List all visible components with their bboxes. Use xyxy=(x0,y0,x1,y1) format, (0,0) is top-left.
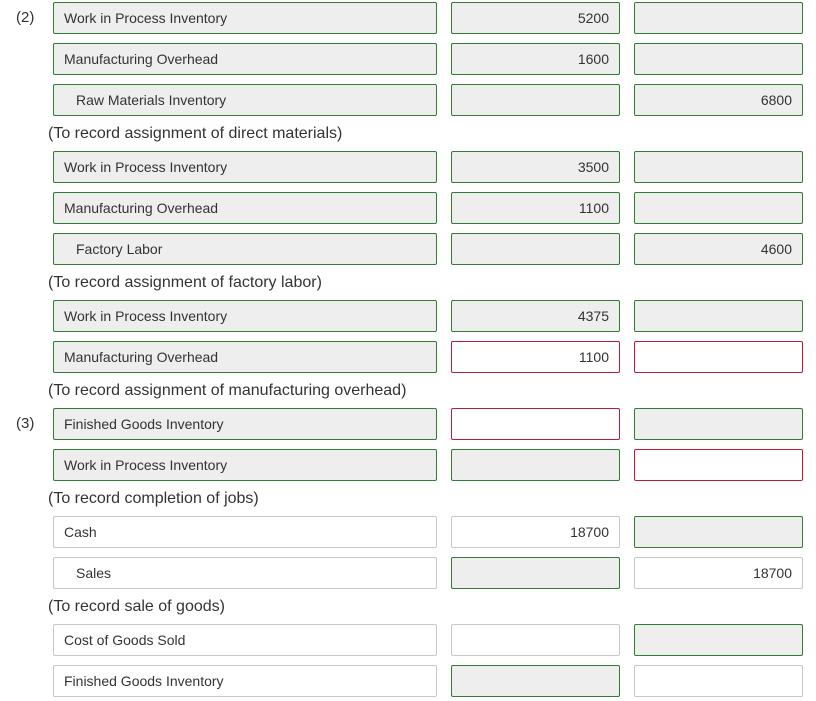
credit-field[interactable] xyxy=(634,449,803,481)
account-field[interactable]: Manufacturing Overhead xyxy=(53,192,437,224)
account-field[interactable]: Finished Goods Inventory xyxy=(53,408,437,440)
credit-field[interactable] xyxy=(634,516,803,548)
account-field[interactable]: Raw Materials Inventory xyxy=(53,84,437,116)
account-field[interactable]: Finished Goods Inventory xyxy=(53,665,437,697)
debit-field[interactable] xyxy=(451,557,620,589)
account-field[interactable]: Factory Labor xyxy=(53,233,437,265)
entry-number-3: (3) xyxy=(16,415,35,432)
credit-field[interactable] xyxy=(634,2,803,34)
entry-note: (To record completion of jobs) xyxy=(48,490,259,507)
credit-field[interactable] xyxy=(634,151,803,183)
debit-field[interactable] xyxy=(451,449,620,481)
debit-field[interactable]: 18700 xyxy=(451,516,620,548)
debit-field[interactable]: 5200 xyxy=(451,2,620,34)
entry-note: (To record assignment of manufacturing overhead) xyxy=(48,382,407,399)
debit-field[interactable]: 1100 xyxy=(451,192,620,224)
account-field[interactable]: Manufacturing Overhead xyxy=(53,341,437,373)
entry-note: (To record assignment of factory labor) xyxy=(48,274,322,291)
account-field[interactable]: Work in Process Inventory xyxy=(53,2,437,34)
entry-note: (To record assignment of direct materials) xyxy=(48,125,343,142)
debit-field[interactable] xyxy=(451,233,620,265)
credit-field[interactable]: 18700 xyxy=(634,557,803,589)
entry-note: (To record sale of goods) xyxy=(48,598,225,615)
debit-field[interactable]: 3500 xyxy=(451,151,620,183)
credit-field[interactable] xyxy=(634,624,803,656)
entry-number-2: (2) xyxy=(16,9,35,26)
debit-field[interactable]: 1100 xyxy=(451,341,620,373)
credit-field[interactable]: 6800 xyxy=(634,84,803,116)
account-field[interactable]: Work in Process Inventory xyxy=(53,449,437,481)
credit-field[interactable] xyxy=(634,192,803,224)
credit-field[interactable] xyxy=(634,408,803,440)
debit-field[interactable] xyxy=(451,84,620,116)
account-field[interactable]: Work in Process Inventory xyxy=(53,151,437,183)
debit-field[interactable] xyxy=(451,408,620,440)
account-field[interactable]: Work in Process Inventory xyxy=(53,300,437,332)
credit-field[interactable] xyxy=(634,341,803,373)
credit-field[interactable]: 4600 xyxy=(634,233,803,265)
account-field[interactable]: Cost of Goods Sold xyxy=(53,624,437,656)
debit-field[interactable] xyxy=(451,624,620,656)
debit-field[interactable] xyxy=(451,665,620,697)
credit-field[interactable] xyxy=(634,43,803,75)
account-field[interactable]: Manufacturing Overhead xyxy=(53,43,437,75)
debit-field[interactable]: 1600 xyxy=(451,43,620,75)
account-field[interactable]: Cash xyxy=(53,516,437,548)
credit-field[interactable] xyxy=(634,665,803,697)
debit-field[interactable]: 4375 xyxy=(451,300,620,332)
credit-field[interactable] xyxy=(634,300,803,332)
account-field[interactable]: Sales xyxy=(53,557,437,589)
